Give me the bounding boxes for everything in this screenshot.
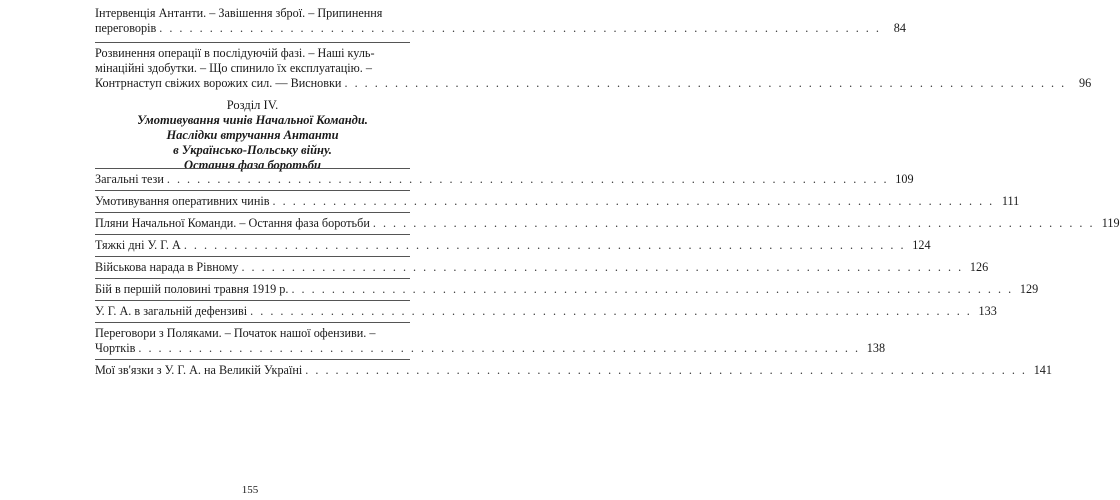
toc-page-number: 109 — [895, 172, 914, 186]
dot-leader — [305, 363, 1027, 378]
toc-entry — [95, 3, 906, 36]
toc-entry-text: Умотивування оперативних чинів — [95, 194, 270, 208]
toc-entry-line: мінаційні здобутки. – Що спинило їх експлуатацію. – — [95, 61, 372, 75]
page-number-footer: 155 — [241, 484, 259, 496]
toc-top-block — [95, 3, 1092, 91]
dot-leader — [273, 194, 995, 209]
toc-entry-text: переговорів — [95, 21, 157, 35]
toc-page-number: 141 — [1033, 363, 1052, 377]
toc-entry — [95, 300, 997, 319]
toc-entry — [95, 256, 989, 275]
dot-leader — [184, 238, 906, 253]
dot-leader — [159, 21, 881, 36]
dot-leader — [250, 304, 972, 319]
section-title-line: Остання фаза боротьби — [184, 158, 321, 172]
toc-section-entries — [95, 168, 1120, 378]
toc-page-number: 124 — [912, 238, 931, 252]
section-number: Розділ IV. — [226, 98, 279, 112]
section-title-line: в Українсько-Польську війну. — [173, 143, 332, 157]
toc-page-number: 119 — [1101, 216, 1120, 230]
toc-entry — [95, 168, 914, 187]
toc-entry — [95, 234, 931, 253]
section-title-line: Наслідки втручання Антанти — [166, 128, 339, 142]
section-heading — [95, 98, 410, 173]
toc-entry-line: Розвинення операції в послідуючій фазі. – Наші куль- — [95, 46, 375, 60]
toc-entry — [95, 322, 886, 356]
toc-page-number: 96 — [1078, 76, 1092, 90]
section-title-line: Умотивування чинів Начальної Команди. — [137, 113, 368, 127]
toc-entry-line: Інтервенція Антанти. – Завішення зброї. – Припинення — [95, 6, 383, 20]
toc-entry-text: Військова нарада в Рівному — [95, 260, 239, 274]
toc-entry — [95, 278, 1039, 297]
toc-page-number: 138 — [866, 341, 886, 355]
toc-entry-text: Загальні тези — [95, 172, 164, 186]
toc-page-number: 133 — [978, 304, 997, 318]
toc-entry-line: Переговори з Поляками. – Початок нашої офензиви. – — [95, 326, 376, 340]
toc-entry-text: Контрнаступ свіжих ворожих сил. — Висновки — [95, 76, 342, 90]
toc-page-number: 126 — [969, 260, 989, 274]
toc-entry-text: Тяжкі дні У. Г. А — [95, 238, 181, 252]
toc-entry-text: Чортків — [95, 341, 136, 355]
dot-leader — [291, 282, 1013, 297]
dot-leader — [138, 341, 860, 356]
toc-page-number: 129 — [1019, 282, 1039, 296]
toc-entry — [95, 212, 1120, 231]
dot-leader — [373, 216, 1095, 231]
dot-leader — [241, 260, 963, 275]
dot-leader — [167, 172, 889, 187]
toc-entry — [95, 42, 1092, 91]
toc-entry — [95, 359, 1052, 378]
toc-entry-text: Пляни Начальної Команди. – Остання фаза боротьби — [95, 216, 370, 230]
toc-entry — [95, 190, 1020, 209]
toc-entry-text: У. Г. А. в загальній дефензиві — [95, 304, 248, 318]
toc-page-number: 84 — [893, 21, 906, 35]
toc-entry-text: Бій в першій половині травня 1919 р. — [95, 282, 289, 296]
toc-page-number: 111 — [1001, 194, 1020, 208]
dot-leader — [344, 76, 1066, 91]
toc-entry-text: Мої зв'язки з У. Г. А. на Великій Україні — [95, 363, 303, 377]
